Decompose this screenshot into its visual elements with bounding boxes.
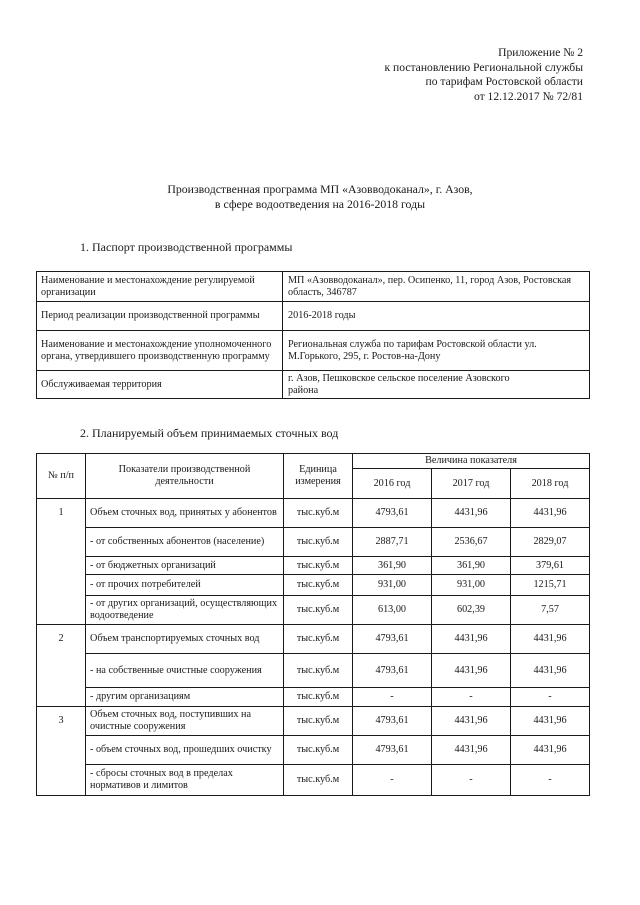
- table-row: [37, 557, 590, 575]
- row-value-2017: 4431,96: [432, 707, 511, 736]
- row-value-2018: 7,57: [511, 596, 590, 625]
- table-row: [37, 575, 590, 596]
- row-indicator: - от собственных абонентов (население): [86, 528, 284, 557]
- row-num: [37, 575, 86, 596]
- header-unit: Единица измерения: [284, 454, 353, 499]
- row-unit: тыс.куб.м: [284, 707, 353, 736]
- row-value-2017: 4431,96: [432, 654, 511, 688]
- row-value-2017: 602,39: [432, 596, 511, 625]
- title-line-2: в сфере водоотведения на 2016-2018 годы: [214, 197, 426, 211]
- header-line: по тарифам Ростовской области: [425, 75, 583, 88]
- passport-value: МП «Азовводоканал», пер. Осипенко, 11, город Азов, Ростовская область, 346787: [283, 272, 590, 302]
- row-value-2018: -: [511, 765, 590, 796]
- row-unit: тыс.куб.м: [284, 688, 353, 707]
- row-num: [37, 765, 86, 796]
- row-value-2016: 4793,61: [353, 499, 432, 528]
- row-indicator: - другим организациям: [86, 688, 284, 707]
- table-row: [37, 654, 590, 688]
- row-value-2018: 4431,96: [511, 499, 590, 528]
- row-num: [37, 736, 86, 765]
- passport-row: [37, 302, 590, 331]
- row-num: [37, 654, 86, 688]
- row-value-2017: 2536,67: [432, 528, 511, 557]
- row-value-2018: 2829,07: [511, 528, 590, 557]
- row-value-2017: -: [432, 765, 511, 796]
- row-indicator: - от бюджетных организаций: [86, 557, 284, 575]
- row-value-2018: 1215,71: [511, 575, 590, 596]
- header-line: к постановлению Региональной службы: [384, 60, 583, 74]
- row-value-2016: 2887,71: [353, 528, 432, 557]
- row-value-2017: 361,90: [432, 557, 511, 575]
- row-unit: тыс.куб.м: [284, 765, 353, 796]
- row-num: [37, 688, 86, 707]
- row-value-2017: 4431,96: [432, 625, 511, 654]
- row-value-2016: 4793,61: [353, 654, 432, 688]
- wastewater-volume-table: [36, 453, 590, 796]
- passport-value-line: района: [288, 384, 319, 396]
- row-unit: тыс.куб.м: [284, 575, 353, 596]
- passport-table: [36, 271, 590, 399]
- row-value-2018: 4431,96: [511, 736, 590, 765]
- row-num: [37, 557, 86, 575]
- row-num: 2: [37, 625, 86, 654]
- row-unit: тыс.куб.м: [284, 557, 353, 575]
- row-value-2017: -: [432, 688, 511, 707]
- row-value-2018: 379,61: [511, 557, 590, 575]
- row-value-2017: 4431,96: [432, 736, 511, 765]
- row-value-2016: 361,90: [353, 557, 432, 575]
- table-header-row: [37, 454, 590, 469]
- row-indicator: Объем транспортируемых сточных вод: [86, 625, 284, 654]
- section-2-heading: 2. Планируемый объем принимаемых сточных вод: [80, 426, 339, 440]
- header-2016: 2016 год: [353, 469, 432, 499]
- passport-row: [37, 272, 590, 302]
- passport-label: Период реализации производственной программы: [37, 302, 283, 331]
- table-row: [37, 528, 590, 557]
- row-num: 1: [37, 499, 86, 528]
- row-indicator: Объем сточных вод, поступивших на очистные сооружения: [86, 707, 284, 736]
- row-unit: тыс.куб.м: [284, 736, 353, 765]
- header-line: от 12.12.2017 № 72/81: [473, 89, 583, 103]
- row-indicator: - от других организаций, осуществляющих водоотведение: [86, 596, 284, 625]
- table-row: [37, 625, 590, 654]
- row-value-2018: 4431,96: [511, 707, 590, 736]
- row-value-2016: 4793,61: [353, 625, 432, 654]
- row-indicator: - сбросы сточных вод в пределах нормативов и лимитов: [86, 765, 284, 796]
- passport-value: [283, 371, 590, 399]
- row-value-2016: 931,00: [353, 575, 432, 596]
- passport-label: Наименование и местонахождение регулируемой организации: [37, 272, 283, 302]
- title-line-1: Производственная программа МП «Азовводоканал», г. Азов,: [167, 182, 473, 196]
- header-2018: 2018 год: [511, 469, 590, 499]
- row-unit: тыс.куб.м: [284, 625, 353, 654]
- row-value-2016: 4793,61: [353, 736, 432, 765]
- header-indicator: Показатели производственной деятельности: [86, 454, 284, 499]
- row-value-2016: -: [353, 765, 432, 796]
- row-value-2017: 4431,96: [432, 499, 511, 528]
- table-row: [37, 499, 590, 528]
- table-row: [37, 707, 590, 736]
- row-indicator: Объем сточных вод, принятых у абонентов: [86, 499, 284, 528]
- header-line: Приложение № 2: [498, 46, 583, 59]
- header-value-group: Величина показателя: [353, 454, 590, 469]
- table-row: [37, 688, 590, 707]
- row-unit: тыс.куб.м: [284, 596, 353, 625]
- row-num: 3: [37, 707, 86, 736]
- row-unit: тыс.куб.м: [284, 499, 353, 528]
- row-unit: тыс.куб.м: [284, 528, 353, 557]
- row-unit: тыс.куб.м: [284, 654, 353, 688]
- row-indicator: - объем сточных вод, прошедших очистку: [86, 736, 284, 765]
- row-value-2017: 931,00: [432, 575, 511, 596]
- row-value-2018: 4431,96: [511, 625, 590, 654]
- row-value-2016: 4793,61: [353, 707, 432, 736]
- row-value-2018: -: [511, 688, 590, 707]
- passport-value-line: г. Азов, Пешковское сельское поселение Азовского: [288, 372, 510, 384]
- row-value-2016: -: [353, 688, 432, 707]
- row-value-2018: 4431,96: [511, 654, 590, 688]
- header-2017: 2017 год: [432, 469, 511, 499]
- header-num: № п/п: [37, 454, 86, 499]
- section-1-heading: 1. Паспорт производственной программы: [80, 240, 293, 254]
- document-title: [0, 182, 640, 212]
- row-value-2016: 613,00: [353, 596, 432, 625]
- table-row: [37, 765, 590, 796]
- passport-row: [37, 331, 590, 371]
- passport-value: Региональная служба по тарифам Ростовской области ул. М.Горького, 295, г. Ростов-на-Дону: [283, 331, 590, 371]
- appendix-header: [385, 46, 584, 104]
- row-num: [37, 528, 86, 557]
- passport-value: 2016-2018 годы: [283, 302, 590, 331]
- table-row: [37, 736, 590, 765]
- passport-row: [37, 371, 590, 399]
- row-indicator: - на собственные очистные сооружения: [86, 654, 284, 688]
- passport-label: Наименование и местонахождение уполномоченного органа, утвердившего производственную программу: [37, 331, 283, 371]
- table-row: [37, 596, 590, 625]
- passport-label: Обслуживаемая территория: [37, 371, 283, 399]
- row-num: [37, 596, 86, 625]
- row-indicator: - от прочих потребителей: [86, 575, 284, 596]
